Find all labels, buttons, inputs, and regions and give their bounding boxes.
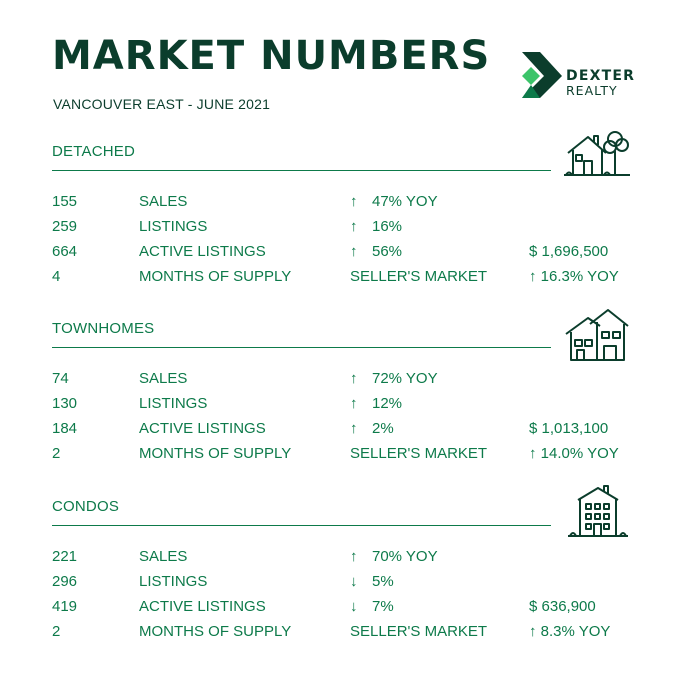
table-row <box>52 598 642 618</box>
brand-logo <box>520 50 636 100</box>
row-value: 4 <box>52 268 61 285</box>
price-change-yoy: ↑ 14.0% YOY <box>529 445 619 462</box>
row-label: ACTIVE LISTINGS <box>139 598 266 615</box>
row-change <box>350 420 394 437</box>
section-title: DETACHED <box>52 143 135 160</box>
table-row <box>52 548 642 568</box>
market-status: SELLER'S MARKET <box>350 623 488 640</box>
table-row <box>52 218 642 238</box>
trend-arrow-icon: ↑ <box>350 420 358 437</box>
townhouse-icon <box>560 304 634 364</box>
detached-house-icon <box>560 127 634 187</box>
table-row <box>52 193 642 213</box>
row-value: 130 <box>52 395 78 412</box>
change-text: 12% <box>372 395 403 412</box>
trend-arrow-icon: ↑ <box>350 193 358 210</box>
row-change <box>350 395 402 412</box>
row-value: 296 <box>52 573 78 590</box>
table-row <box>52 445 642 465</box>
section-divider <box>52 347 551 348</box>
table-row <box>52 573 642 593</box>
row-change <box>350 370 438 387</box>
price-change-yoy: ↑ 8.3% YOY <box>529 623 611 640</box>
page-title: MARKET NUMBERS <box>52 33 491 79</box>
row-label: LISTINGS <box>139 573 208 590</box>
median-price: $ 636,900 <box>529 598 596 615</box>
section-title: CONDOS <box>52 498 120 515</box>
table-row <box>52 395 642 415</box>
row-label: LISTINGS <box>139 395 208 412</box>
market-status: SELLER'S MARKET <box>350 445 488 462</box>
row-label: MONTHS OF SUPPLY <box>139 268 292 285</box>
row-value: 2 <box>52 445 61 462</box>
row-label: ACTIVE LISTINGS <box>139 420 266 437</box>
change-text: 7% <box>372 598 394 615</box>
table-row <box>52 370 642 390</box>
row-value: 2 <box>52 623 61 640</box>
change-text: 72% YOY <box>372 370 438 387</box>
trend-arrow-icon: ↓ <box>350 573 358 590</box>
section-detached <box>52 143 642 303</box>
row-value: 664 <box>52 243 78 260</box>
row-value: 74 <box>52 370 69 387</box>
row-label: SALES <box>139 548 188 565</box>
table-row <box>52 623 642 643</box>
change-text: 2% <box>372 420 394 437</box>
price-change-yoy: ↑ 16.3% YOY <box>529 268 619 285</box>
row-value: 221 <box>52 548 78 565</box>
row-label: MONTHS OF SUPPLY <box>139 445 292 462</box>
table-row <box>52 268 642 288</box>
trend-arrow-icon: ↑ <box>350 548 358 565</box>
row-change <box>350 243 402 260</box>
row-label: SALES <box>139 370 188 387</box>
change-text: 16% <box>372 218 403 235</box>
trend-arrow-icon: ↑ <box>350 218 358 235</box>
logo-mark-icon <box>520 50 564 100</box>
median-price: $ 1,013,100 <box>529 420 609 437</box>
section-title: TOWNHOMES <box>52 320 155 337</box>
row-label: ACTIVE LISTINGS <box>139 243 266 260</box>
condo-building-icon <box>560 482 634 542</box>
row-label: LISTINGS <box>139 218 208 235</box>
table-row <box>52 243 642 263</box>
row-change <box>350 218 402 235</box>
change-text: 56% <box>372 243 403 260</box>
page-subtitle: VANCOUVER EAST - JUNE 2021 <box>53 96 271 112</box>
section-divider <box>52 525 551 526</box>
row-value: 184 <box>52 420 78 437</box>
trend-arrow-icon: ↑ <box>350 243 358 260</box>
trend-arrow-icon: ↑ <box>350 370 358 387</box>
row-value: 259 <box>52 218 78 235</box>
row-change <box>350 598 394 615</box>
row-value: 419 <box>52 598 78 615</box>
median-price: $ 1,696,500 <box>529 243 609 260</box>
section-townhomes <box>52 320 642 480</box>
change-text: 47% YOY <box>372 193 438 210</box>
row-change <box>350 548 438 565</box>
row-value: 155 <box>52 193 78 210</box>
row-change <box>350 193 438 210</box>
section-divider <box>52 170 551 171</box>
logo-word-2: REALTY <box>566 83 618 98</box>
table-row <box>52 420 642 440</box>
row-label: MONTHS OF SUPPLY <box>139 623 292 640</box>
market-status: SELLER'S MARKET <box>350 268 488 285</box>
trend-arrow-icon: ↑ <box>350 395 358 412</box>
section-condos <box>52 498 642 658</box>
trend-arrow-icon: ↓ <box>350 598 358 615</box>
row-label: SALES <box>139 193 188 210</box>
change-text: 70% YOY <box>372 548 438 565</box>
logo-word-1: DEXTER <box>566 68 636 84</box>
change-text: 5% <box>372 573 394 590</box>
row-change <box>350 573 394 590</box>
